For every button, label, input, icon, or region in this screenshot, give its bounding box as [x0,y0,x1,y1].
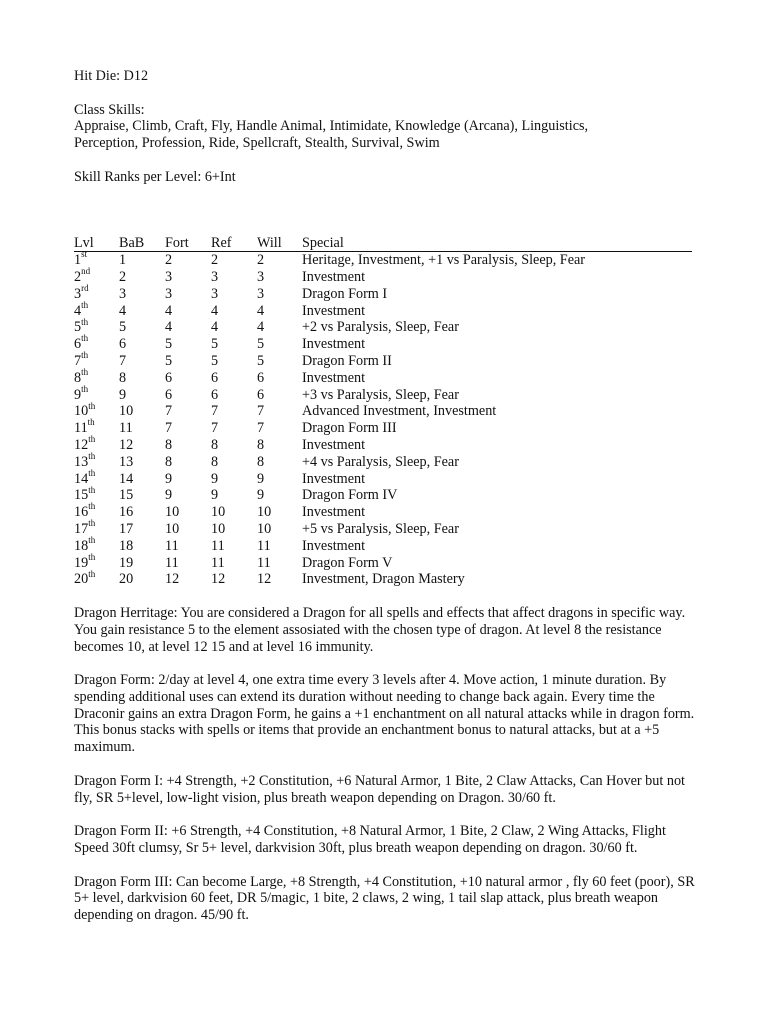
lvl-ordinal: th [88,551,96,562]
special-cell: Dragon Form III [302,420,397,437]
hit-die: Hit Die: D12 [74,68,149,84]
ref-cell: 3 [211,268,219,285]
lvl-ordinal: th [81,299,89,310]
bab-cell: 4 [119,302,127,319]
lvl-number: 11 [74,420,88,437]
dragon-heritage-paragraph: Dragon Herritage: You are considered a Dragon for all spells and effects that affect dragons in specific way. You gain resistance 5 to the element assosiated with the chosen type of dragon. At level 8 the resistance becomes 10, at level 12 15 and at level 16 immunity. [74,604,686,655]
header-lvl: Lvl [74,235,119,252]
lvl-number: 14 [74,470,89,487]
ref-cell: 5 [211,352,219,369]
bab-cell: 19 [119,554,134,571]
lvl-ordinal: th [88,501,96,512]
will-cell: 10 [257,520,272,537]
dragon-form-1-paragraph: Dragon Form I: +4 Strength, +2 Constitution, +6 Natural Armor, 1 Bite, 2 Claw Attacks, Can Hover but not fly, SR 5+level, low-light vision, plus breath weapon depending on Dragon. 30/60 ft. [74,772,685,806]
lvl-number: 4 [74,302,82,319]
dragon-form-paragraph: Dragon Form: 2/day at level 4, one extra time every 3 levels after 4. Move action, 1 minute duration. By spending additional uses can extend its duration without needing to change back again. Every time the Draconir gains an extra Dragon Form, he gains a +1 enchantment on all natural attacks while in dragon form. This bonus stacks with spells or items that provide an enchantment bonus to natural attacks, but at a +5 maximum. [74,672,695,756]
lvl-cell [74,383,119,404]
will-cell: 4 [257,319,265,336]
special-cell: Investment [302,436,366,453]
bab-cell: 6 [119,336,127,353]
fort-cell: 8 [165,436,173,453]
lvl-ordinal: th [81,316,89,327]
bab-cell: 18 [119,537,134,554]
lvl-cell [74,501,119,521]
will-cell: 10 [257,504,272,521]
special-cell: Dragon Form I [302,285,388,302]
lvl-cell [74,551,119,572]
will-cell: 2 [257,252,265,269]
table-row [74,353,692,370]
special-cell: Investment, Dragon Mastery [302,571,465,588]
special-cell: Dragon Form V [302,554,393,571]
special-cell: Dragon Form II [302,352,392,369]
lvl-ordinal: th [88,568,96,579]
ref-cell: 7 [211,403,219,420]
table-row [74,454,692,471]
will-cell: 11 [257,537,271,554]
lvl-cell [74,568,119,588]
spacer [74,806,704,823]
ref-cell: 8 [211,453,219,470]
table-row [74,538,692,555]
ref-cell: 12 [211,571,226,588]
bab-cell: 3 [119,285,127,302]
fort-cell: 4 [165,319,173,336]
bab-cell: 15 [119,487,134,504]
level-progression-table [74,235,692,588]
lvl-number: 7 [74,352,82,369]
special-cell: Heritage, Investment, +1 vs Paralysis, Sleep, Fear [302,252,586,269]
will-cell: 4 [257,302,265,319]
spacer [74,219,704,235]
bab-cell: 8 [119,369,127,386]
fort-cell: 9 [165,487,173,504]
special-cell: Investment [302,470,366,487]
lvl-ordinal: th [81,333,89,344]
bab-cell: 2 [119,268,127,285]
bab-cell: 5 [119,319,127,336]
fort-cell: 12 [165,571,180,588]
lvl-number: 5 [74,319,82,336]
lvl-number: 20 [74,571,89,588]
bab-cell: 10 [119,403,134,420]
special-cell: Investment [302,302,366,319]
special-cell: +5 vs Paralysis, Sleep, Fear [302,520,459,537]
table-row [74,387,692,404]
special-cell: Investment [302,504,366,521]
table-row [74,403,692,420]
lvl-number: 16 [74,504,89,521]
lvl-cell [74,534,119,555]
ref-cell: 6 [211,369,219,386]
spacer [74,756,704,773]
special-cell: +4 vs Paralysis, Sleep, Fear [302,453,459,470]
fort-cell: 10 [165,520,180,537]
bab-cell: 1 [119,252,127,269]
special-cell: Investment [302,336,366,353]
lvl-ordinal: th [88,518,96,529]
lvl-cell [74,467,119,488]
table-row [74,504,692,521]
lvl-number: 12 [74,436,89,453]
fort-cell: 11 [165,537,179,554]
lvl-number: 2 [74,268,82,285]
lvl-number: 3 [74,285,82,302]
header-bab: BaB [119,235,165,252]
special-cell: Investment [302,369,366,386]
lvl-ordinal: rd [81,283,89,294]
lvl-ordinal: st [81,249,88,260]
special-cell: Dragon Form IV [302,487,398,504]
bab-cell: 13 [119,453,134,470]
lvl-ordinal: th [88,451,96,461]
dragon-form-3-paragraph: Dragon Form III: Can become Large, +8 Strength, +4 Constitution, +10 natural armor , fly 60 feet (poor), SR 5+ level, darkvision 60 feet, DR 5/magic, 1 bite, 2 claws, 2 wing, 1 tail slap attack, plus breath weapon depending on dragon. 45/90 ft. [74,873,695,924]
fort-cell: 3 [165,285,173,302]
bab-cell: 12 [119,436,134,453]
ref-cell: 2 [211,252,219,269]
table-row [74,370,692,387]
lvl-cell [74,434,119,454]
lvl-number: 1 [74,252,82,269]
will-cell: 6 [257,369,265,386]
will-cell: 5 [257,352,265,369]
will-cell: 3 [257,285,265,302]
will-cell: 12 [257,571,272,588]
header-ref: Ref [211,235,257,252]
special-cell: Investment [302,537,366,554]
fort-cell: 8 [165,453,173,470]
table-row [74,487,692,504]
lvl-number: 13 [74,453,89,470]
fort-cell: 7 [165,403,173,420]
class-skills-text: Appraise, Climb, Craft, Fly, Handle Animal, Intimidate, Knowledge (Arcana), Linguistics, Perception, Profession, Ride, Spellcraft, Stealth, Survival, Swim [74,118,589,152]
header-special: Special [302,235,692,252]
lvl-ordinal: th [88,534,96,545]
lvl-ordinal: th [88,400,96,411]
will-cell: 8 [257,436,265,453]
table-row [74,471,692,488]
spacer [74,655,704,672]
table-row [74,319,692,336]
spacer [74,152,704,169]
header-will: Will [257,235,302,252]
lvl-ordinal: th [81,367,89,378]
lvl-cell [74,518,119,538]
spacer [74,85,704,102]
will-cell: 8 [257,453,265,470]
ref-cell: 11 [211,537,225,554]
lvl-ordinal: th [88,434,96,445]
lvl-number: 18 [74,537,89,554]
lvl-number: 8 [74,369,82,386]
bab-cell: 7 [119,352,127,369]
lvl-number: 15 [74,487,89,504]
table-row [74,336,692,353]
class-skills-label: Class Skills: [74,101,145,118]
fort-cell: 5 [165,352,173,369]
will-cell: 7 [257,403,265,420]
will-cell: 9 [257,487,265,504]
ref-cell: 11 [211,554,225,571]
bab-cell: 14 [119,470,134,487]
ref-cell: 6 [211,386,219,403]
fort-cell: 6 [165,369,173,386]
ref-cell: 9 [211,470,219,487]
special-cell: Investment [302,268,366,285]
special-cell: +2 vs Paralysis, Sleep, Fear [302,319,459,336]
ref-cell: 4 [211,302,219,319]
header-fort: Fort [165,235,211,252]
lvl-ordinal: th [88,467,96,478]
bab-cell: 16 [119,504,134,521]
fort-cell: 6 [165,386,173,403]
will-cell: 6 [257,386,265,403]
table-row [74,269,692,286]
table-row [74,571,692,588]
ref-cell: 7 [211,420,219,437]
lvl-number: 19 [74,554,89,571]
table-row [74,521,692,538]
will-cell: 11 [257,554,271,571]
bab-cell: 11 [119,420,133,437]
lvl-number: 10 [74,403,89,420]
fort-cell: 5 [165,336,173,353]
lvl-ordinal: th [87,417,95,428]
dragon-form-2-paragraph: Dragon Form II: +6 Strength, +4 Constitution, +8 Natural Armor, 1 Bite, 2 Claw, 2 Wing Attacks, Flight Speed 30ft clumsy, Sr 5+ level, darkvision 30ft, plus breath weapon depending on dragon. 30/60 ft. [74,823,666,857]
lvl-number: 17 [74,520,89,537]
lvl-cell [74,451,119,471]
table-row [74,303,692,320]
lvl-ordinal: th [88,484,96,495]
table-row [74,555,692,572]
ref-cell: 9 [211,487,219,504]
will-cell: 5 [257,336,265,353]
fort-cell: 9 [165,470,173,487]
document-page [74,68,704,924]
fort-cell: 2 [165,252,173,269]
ref-cell: 8 [211,436,219,453]
fort-cell: 11 [165,554,179,571]
lvl-ordinal: th [81,350,89,361]
ref-cell: 3 [211,285,219,302]
bab-cell: 17 [119,520,134,537]
table-row [74,252,692,269]
lvl-ordinal: th [81,383,89,394]
skill-ranks: Skill Ranks per Level: 6+Int [74,168,236,185]
spacer [74,857,704,874]
lvl-cell [74,484,119,504]
will-cell: 9 [257,470,265,487]
table-row [74,286,692,303]
bab-cell: 9 [119,386,127,403]
lvl-cell [74,417,119,437]
fort-cell: 10 [165,504,180,521]
table-header-row [74,235,692,252]
lvl-cell [74,400,119,420]
table-row [74,420,692,437]
lvl-number: 6 [74,336,82,353]
fort-cell: 4 [165,302,173,319]
fort-cell: 3 [165,268,173,285]
ref-cell: 4 [211,319,219,336]
ref-cell: 5 [211,336,219,353]
fort-cell: 7 [165,420,173,437]
special-cell: Advanced Investment, Investment [302,403,497,420]
special-cell: +3 vs Paralysis, Sleep, Fear [302,386,459,403]
spacer [74,588,704,605]
ref-cell: 10 [211,520,226,537]
will-cell: 7 [257,420,265,437]
spacer [74,186,704,220]
ref-cell: 10 [211,504,226,521]
lvl-ordinal: nd [81,266,91,277]
lvl-number: 9 [74,386,82,403]
bab-cell: 20 [119,571,134,588]
will-cell: 3 [257,268,265,285]
table-row [74,437,692,454]
